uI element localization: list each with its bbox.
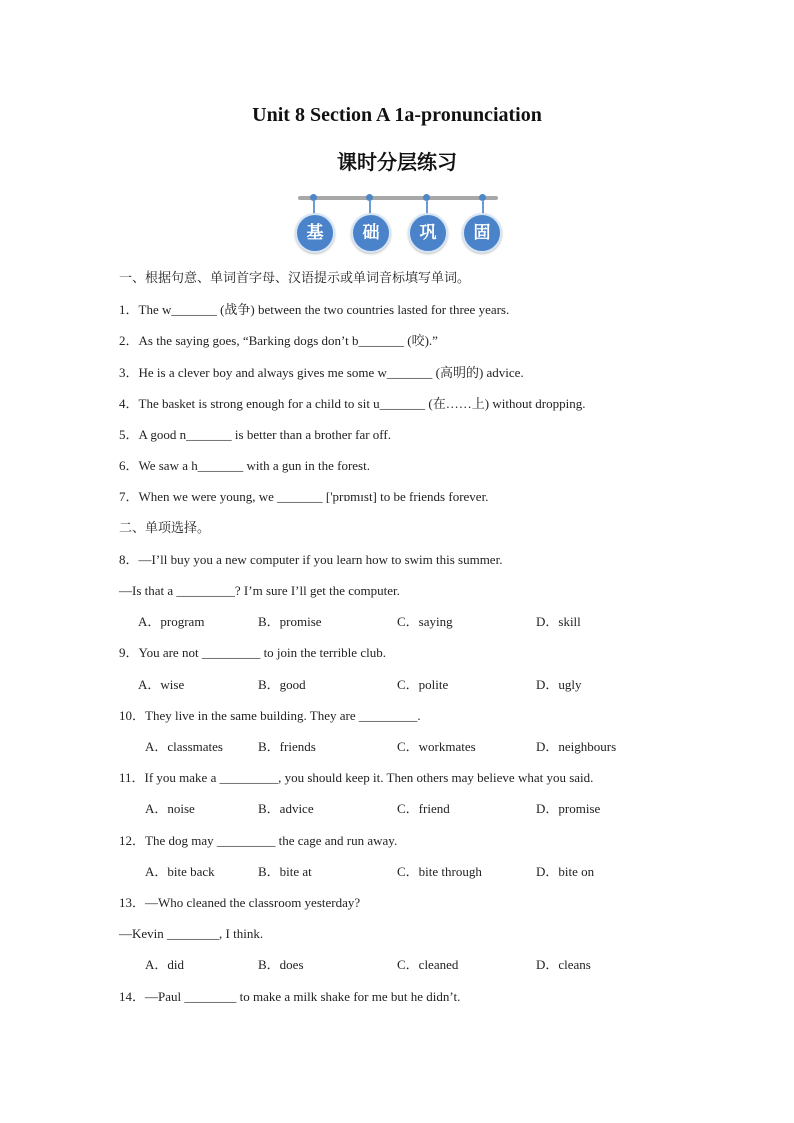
banner-stem xyxy=(426,200,428,214)
option-a: A．program xyxy=(138,614,205,629)
basic-consolidation-banner xyxy=(294,193,504,255)
question-stem: 9．You are not _________ to join the terrible club. xyxy=(119,645,386,660)
option-b: B．good xyxy=(258,677,306,692)
banner-badge-2: 础 xyxy=(351,213,391,253)
option-b: B．promise xyxy=(258,614,322,629)
option-d: D．skill xyxy=(536,614,581,629)
option-d: D．neighbours xyxy=(536,739,617,754)
fill-blank-item: 3．He is a clever boy and always gives me some w_______ (高明的) advice. xyxy=(119,365,524,380)
option-c: C．cleaned xyxy=(397,957,459,972)
question-stem: 12．The dog may _________ the cage and run away. xyxy=(119,833,398,848)
fill-blank-item: 2．As the saying goes, “Barking dogs don’t b_______ (咬).” xyxy=(119,333,438,348)
question-stem: 8．—I’ll buy you a new computer if you learn how to swim this summer. xyxy=(119,552,503,567)
section2-heading: 二、单项选择。 xyxy=(119,521,211,536)
option-a: A．noise xyxy=(145,801,195,816)
banner-stem xyxy=(482,200,484,214)
option-a: A．did xyxy=(145,957,185,972)
fill-blank-item: 5．A good n_______ is better than a brother far off. xyxy=(119,427,391,442)
option-d: D．ugly xyxy=(536,677,582,692)
question-stem: 13．—Who cleaned the classroom yesterday? xyxy=(119,895,361,910)
options-row xyxy=(0,957,794,973)
section1-heading: 一、根据句意、单词首字母、汉语提示或单词音标填写单词。 xyxy=(119,271,471,286)
option-b: B．friends xyxy=(258,739,316,754)
option-a: A．bite back xyxy=(145,864,215,879)
fill-blank-item: 7．When we were young, we _______ ['prɒmɪst] to be friends forever. xyxy=(119,489,489,504)
banner-stem xyxy=(369,200,371,214)
option-d: D．bite on xyxy=(536,864,595,879)
option-b: B．advice xyxy=(258,801,314,816)
page-title: Unit 8 Section A 1a-pronunciation xyxy=(252,104,542,126)
options-row xyxy=(0,801,794,817)
option-a: A．wise xyxy=(138,677,185,692)
option-c: C．bite through xyxy=(397,864,482,879)
fill-blank-item: 6．We saw a h_______ with a gun in the forest. xyxy=(119,458,370,473)
options-row xyxy=(0,614,794,630)
banner-badge-1: 基 xyxy=(295,213,335,253)
question-stem: —Is that a _________? I’m sure I’ll get the computer. xyxy=(119,583,400,598)
question-stem: 10．They live in the same building. They are _________. xyxy=(119,708,421,723)
fill-blank-item: 4．The basket is strong enough for a child to sit u_______ (在……上) without dropping. xyxy=(119,396,586,411)
banner-badge-3: 巩 xyxy=(408,213,448,253)
options-row xyxy=(0,864,794,880)
banner-bar xyxy=(298,196,498,200)
banner-stem xyxy=(313,200,315,214)
option-c: C．workmates xyxy=(397,739,476,754)
option-a: A．classmates xyxy=(145,739,223,754)
options-row xyxy=(0,677,794,693)
question-stem: —Kevin ________, I think. xyxy=(119,926,264,941)
fill-blank-item: 1．The w_______ (战争) between the two countries lasted for three years. xyxy=(119,302,510,317)
page-subtitle: 课时分层练习 xyxy=(337,150,457,174)
option-c: C．friend xyxy=(397,801,450,816)
option-d: D．promise xyxy=(536,801,601,816)
option-c: C．saying xyxy=(397,614,453,629)
option-c: C．polite xyxy=(397,677,449,692)
question-stem: 11．If you make a _________, you should keep it. Then others may believe what you said. xyxy=(119,770,594,785)
option-b: B．does xyxy=(258,957,304,972)
banner-badge-4: 固 xyxy=(462,213,502,253)
question-stem: 14．—Paul ________ to make a milk shake for me but he didn’t. xyxy=(119,989,461,1004)
option-b: B．bite at xyxy=(258,864,312,879)
options-row xyxy=(0,739,794,755)
option-d: D．cleans xyxy=(536,957,591,972)
